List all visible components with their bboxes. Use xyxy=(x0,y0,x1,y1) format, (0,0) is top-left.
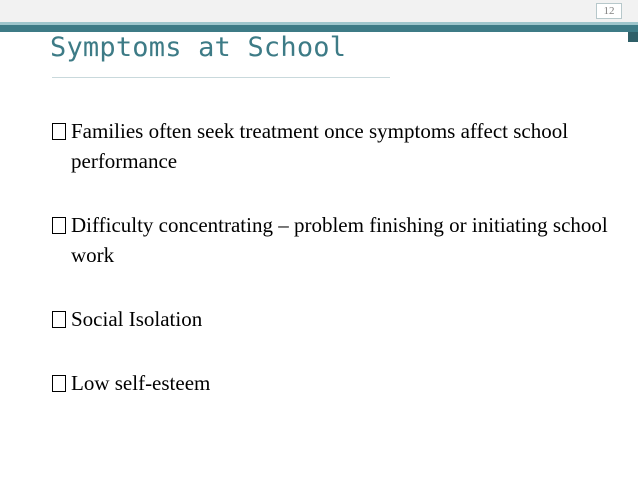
header-accent-line-dark xyxy=(0,25,638,32)
header-band xyxy=(0,0,638,22)
bullet-list xyxy=(52,116,612,398)
square-bullet-icon xyxy=(52,217,66,234)
bullet-text: Social Isolation xyxy=(71,307,203,331)
header-accent-corner xyxy=(628,32,638,42)
slide-number: 12 xyxy=(596,3,622,19)
square-bullet-icon xyxy=(52,375,66,392)
bullet-item xyxy=(52,368,612,398)
bullet-item xyxy=(52,116,612,176)
square-bullet-icon xyxy=(52,123,66,140)
bullet-text: Low self-esteem xyxy=(71,371,211,395)
title-divider xyxy=(52,77,390,78)
bullet-text: Difficulty concentrating – problem finishing or initiating school work xyxy=(71,213,608,267)
slide-title: Symptoms at School xyxy=(50,32,347,63)
bullet-item xyxy=(52,210,612,270)
bullet-text: Families often seek treatment once symptoms affect school performance xyxy=(71,119,569,173)
bullet-item xyxy=(52,304,612,334)
square-bullet-icon xyxy=(52,311,66,328)
